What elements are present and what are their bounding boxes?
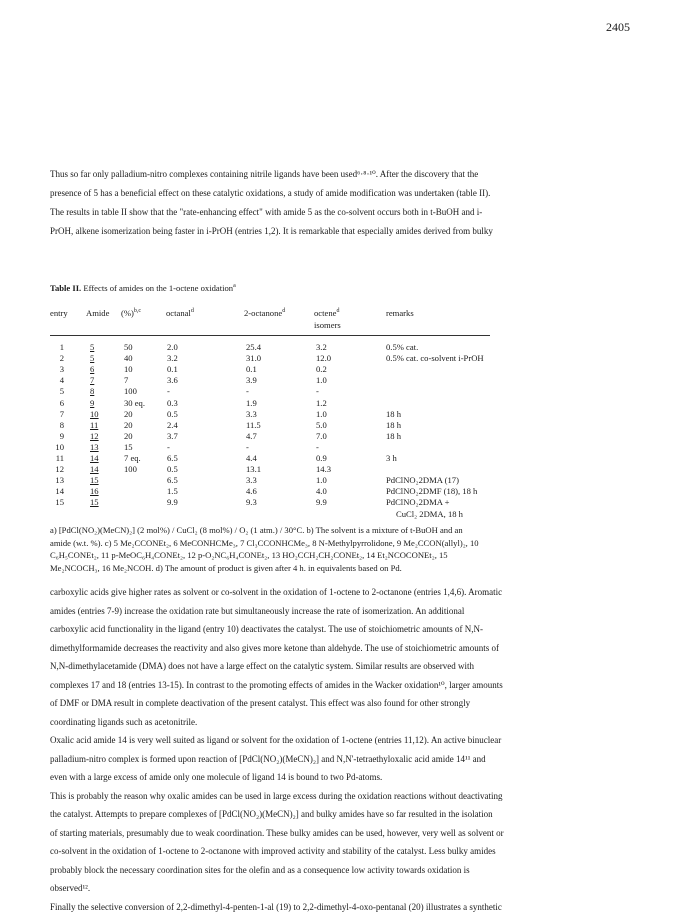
- cell-amide: 9: [90, 397, 95, 408]
- cell-amide: 15: [90, 475, 99, 486]
- cell-amide: 12: [90, 430, 99, 441]
- header-isomers: isomers: [314, 320, 341, 330]
- footnote-line: Me₂NCOCH₃, 16 Me₂NCOH. d) The amount of product is given after 4 h. in equivalents based on Pd.: [50, 562, 402, 573]
- cell-octanone: 31.0: [246, 353, 262, 364]
- cell-octanal: 0.5: [167, 408, 178, 419]
- cell-remarks: 0.5% cat. co-solvent i-PrOH: [386, 353, 484, 364]
- cell-remarks: 3 h: [386, 453, 397, 463]
- cell-entry: 4: [59, 375, 64, 386]
- text-line: PrOH, alkene isomerization being faster in i-PrOH (entries 1,2). It is remarkable that especially amides derived from bulky: [50, 226, 493, 236]
- cell-remarks: 18 h: [386, 408, 402, 419]
- cell-octanal: 0.3: [167, 397, 178, 408]
- cell-entry: 11: [55, 453, 64, 463]
- cell-octanal: -: [167, 441, 170, 452]
- cell-octene: 0.9: [316, 453, 327, 463]
- table-rule: [50, 335, 490, 336]
- cell-entry: 6: [59, 397, 64, 408]
- cell-pct: 40: [124, 353, 133, 364]
- cell-octene: 7.0: [316, 430, 327, 441]
- cell-octanal: 9.9: [167, 497, 178, 508]
- cell-pct: 30 eq.: [124, 397, 146, 408]
- cell-amide: 5: [90, 353, 95, 364]
- cell-remarks: 18 h: [386, 419, 402, 430]
- cell-octanone: 3.3: [246, 475, 257, 486]
- cell-octanal: 1.5: [167, 486, 178, 497]
- cell-octene: -: [316, 441, 319, 452]
- text-line: of DMF or DMA result in complete deactivation of the present catalyst. This effect was also found for other strongly: [50, 698, 471, 708]
- cell-pct: 7: [124, 375, 129, 386]
- cell-pct: 15: [124, 441, 133, 452]
- cell-octanal: -: [167, 386, 170, 397]
- cell-pct: 20: [124, 419, 133, 430]
- cell-octanone: 4.7: [246, 430, 257, 441]
- text-line: presence of 5 has a beneficial effect on these catalytic oxidations, a study of amide modification was undertaken (table II).: [50, 188, 491, 198]
- cell-entry: 5: [59, 386, 64, 397]
- cell-amide: 15: [90, 497, 99, 508]
- cell-remarks: PdClNO₂2DMA +: [386, 497, 450, 508]
- cell-octanal: 0.5: [167, 464, 178, 475]
- cell-octanone: -: [246, 386, 249, 397]
- cell-pct: 100: [124, 386, 137, 397]
- cell-amide: 13: [90, 441, 99, 452]
- header-entry: entry: [50, 308, 68, 318]
- cell-octanal: 2.4: [167, 419, 178, 430]
- text-line: the catalyst. Attempts to prepare complexes of [PdCl(NO₂)(MeCN)₂] and bulky amides have so far resulted in the isolation: [50, 809, 493, 819]
- cell-octanone: 4.6: [246, 486, 257, 497]
- cell-octene: 5.0: [316, 419, 327, 430]
- cell-octanone: 3.9: [246, 375, 257, 386]
- cell-pct: 7 eq.: [124, 453, 141, 463]
- text-line: Finally the selective conversion of 2,2-dimethyl-4-penten-1-al (19) to 2,2-dimethyl-4-oxo-pentanal (20) illustrates a synthetic: [50, 901, 502, 912]
- cell-octene: 1.0: [316, 375, 327, 386]
- cell-octanal: 2.0: [167, 342, 178, 352]
- text-line: Oxalic acid amide 14 is very well suited as ligand or solvent for the oxidation of 1-octene (entries 11,12). An active binuclear: [50, 735, 502, 745]
- text-line: palladium-nitro complex is formed upon reaction of [PdCl(NO₂)(MeCN)₂] and N,N'-tetraethyloxalic acid amide 14¹¹ and: [50, 753, 486, 764]
- cell-amide: 8: [90, 386, 95, 397]
- text-line: This is probably the reason why oxalic amides can be used in large excess during the oxidation reactions without deactivating: [50, 790, 503, 801]
- cell-amide: 6: [90, 364, 95, 375]
- cell-remarks: CuCl₂ 2DMA, 18 h: [396, 508, 463, 519]
- cell-pct: 10: [124, 364, 133, 375]
- cell-remarks: 18 h: [386, 430, 402, 441]
- table-title: Table II. Effects of amides on the 1-octene oxidation$^a$: [50, 283, 236, 293]
- cell-octene: 0.2: [316, 364, 327, 375]
- footnote-line: amide (w.t. %). c) 5 Me₂CCONEt₂, 6 MeCONHCMe₃, 7 Cl₃CCONHCMe₃, 8 N-Methylpyrrolidone, 9 Me₂CCON(allyl)₂, 10: [50, 537, 479, 548]
- cell-entry: 13: [55, 475, 64, 486]
- cell-octanal: 3.7: [167, 430, 178, 441]
- cell-entry: 2: [59, 353, 64, 364]
- footnote-line: C₆H₅CONEt₂, 11 p-MeOC₆H₄CONEt₂, 12 p-O₂NC₆H₄CONEt₂, 13 HO₂CCH₂CH₂CONEt₂, 14 Et₂NCOCONEt₂, 15: [50, 550, 448, 561]
- header-octene: octene$^d$: [314, 308, 340, 318]
- page-number: 2405: [606, 20, 630, 34]
- text-line: carboxylic acids give higher rates as solvent or co-solvent in the oxidation of 1-octene to 2-octanone (entries 1,4,6). Aromatic: [50, 587, 503, 597]
- text-line: dimethylformamide decreases the reactivity and also gives more ketone than aldehyde. The use of stoichiometric amounts of: [50, 642, 499, 653]
- header-octanal: octanal$^d$: [166, 308, 194, 318]
- cell-entry: 15: [55, 497, 64, 508]
- text-line: The results in table II show that the "rate-enhancing effect" with amide 5 as the co-solvent occurs both in t-BuOH and i-: [50, 207, 483, 217]
- cell-octanone: -: [246, 441, 249, 452]
- cell-octanone: 1.9: [246, 397, 257, 408]
- cell-entry: 10: [55, 441, 64, 452]
- text-line: co-solvent in the oxidation of 1-octene to 2-octanone with improved activity and stability of the catalyst. Less bulky amides: [50, 846, 496, 856]
- text-line: even with a large excess of amide only one molecule of ligand 14 is bound to two Pd-atoms.: [50, 772, 383, 782]
- cell-entry: 1: [59, 342, 64, 352]
- cell-octene: 4.0: [316, 486, 327, 497]
- cell-octanone: 13.1: [246, 464, 262, 475]
- cell-pct: 50: [124, 342, 133, 352]
- text-line: carboxylic acid functionality in the ligand (entry 10) deactivates the catalyst. The use of stoichiometric amounts of N,N-: [50, 624, 483, 634]
- header-remarks: remarks: [386, 308, 414, 318]
- cell-octene: 1.0: [316, 408, 327, 419]
- cell-octanal: 3.6: [167, 375, 178, 386]
- cell-amide: 11: [90, 419, 99, 430]
- cell-entry: 9: [59, 430, 64, 441]
- header-octanone: 2-octanone$^d$: [244, 308, 286, 318]
- text-line: N,N-dimethylacetamide (DMA) does not have a large effect on the catalytic system. Similar results are observed with: [50, 661, 475, 671]
- cell-entry: 3: [59, 364, 64, 375]
- cell-octene: 3.2: [316, 342, 327, 352]
- cell-octanal: 6.5: [167, 453, 178, 463]
- cell-amide: 14: [90, 453, 99, 463]
- cell-amide: 10: [90, 408, 99, 419]
- cell-amide: 7: [90, 375, 95, 386]
- cell-remarks: 0.5% cat.: [386, 342, 419, 352]
- footnote-line: a) [PdCl(NO₂)(MeCN)₂] (2 mol%) / CuCl₂ (8 mol%) / O₂ (1 atm.) / 30°C. b) The solvent is a mixture of t-BuOH and an: [50, 525, 463, 535]
- cell-octanone: 3.3: [246, 408, 257, 419]
- text-line: observed¹².: [50, 883, 91, 893]
- cell-octanal: 0.1: [167, 364, 178, 375]
- text-line: of starting materials, presumably due to weak coordination. These bulky amides can be used, however, very well as solvent or: [50, 827, 504, 838]
- cell-entry: 8: [59, 419, 64, 430]
- header-amide: Amide: [86, 308, 110, 318]
- text-line: coordinating ligands such as acetonitrile.: [50, 716, 198, 727]
- cell-octene: 1.2: [316, 397, 327, 408]
- cell-octanone: 25.4: [246, 342, 262, 352]
- cell-remarks: PdClNO₂2DMF (18), 18 h: [386, 486, 478, 497]
- cell-entry: 14: [55, 486, 64, 497]
- cell-pct: 20: [124, 430, 133, 441]
- cell-amide: 5: [90, 342, 95, 352]
- cell-octene: 12.0: [316, 353, 332, 364]
- header-percent: (%)$^{b,c}$: [121, 308, 142, 318]
- cell-pct: 20: [124, 408, 133, 419]
- cell-entry: 12: [55, 464, 64, 475]
- cell-octene: 9.9: [316, 497, 327, 508]
- cell-octanone: 9.3: [246, 497, 257, 508]
- cell-octanal: 6.5: [167, 475, 178, 486]
- cell-octanone: 4.4: [246, 453, 257, 463]
- text-line: Thus so far only palladium-nitro complexes containing nitrile ligands have been used⁶·⁸·¹⁰. After the discovery that the: [50, 169, 479, 179]
- cell-octene: 1.0: [316, 475, 327, 486]
- cell-octene: -: [316, 386, 319, 397]
- cell-amide: 16: [90, 486, 99, 497]
- cell-octanone: 0.1: [246, 364, 257, 375]
- text-line: amides (entries 7-9) increase the oxidation rate but simultaneously increase the rate of isomerization. An additional: [50, 605, 465, 616]
- cell-pct: 100: [124, 464, 137, 475]
- cell-octanone: 11.5: [246, 419, 261, 430]
- cell-entry: 7: [59, 408, 64, 419]
- text-line: complexes 17 and 18 (entries 13-15). In contrast to the promoting effects of amides in the Wacker oxidation¹⁰, larger amounts: [50, 679, 503, 690]
- text-line: probably block the necessary coordination sites for the olefin and as a consequence low activity towards oxidation is: [50, 864, 470, 875]
- cell-amide: 14: [90, 464, 99, 475]
- cell-octene: 14.3: [316, 464, 332, 475]
- cell-remarks: PdClNO₂2DMA (17): [386, 475, 459, 486]
- cell-octanal: 3.2: [167, 353, 178, 364]
